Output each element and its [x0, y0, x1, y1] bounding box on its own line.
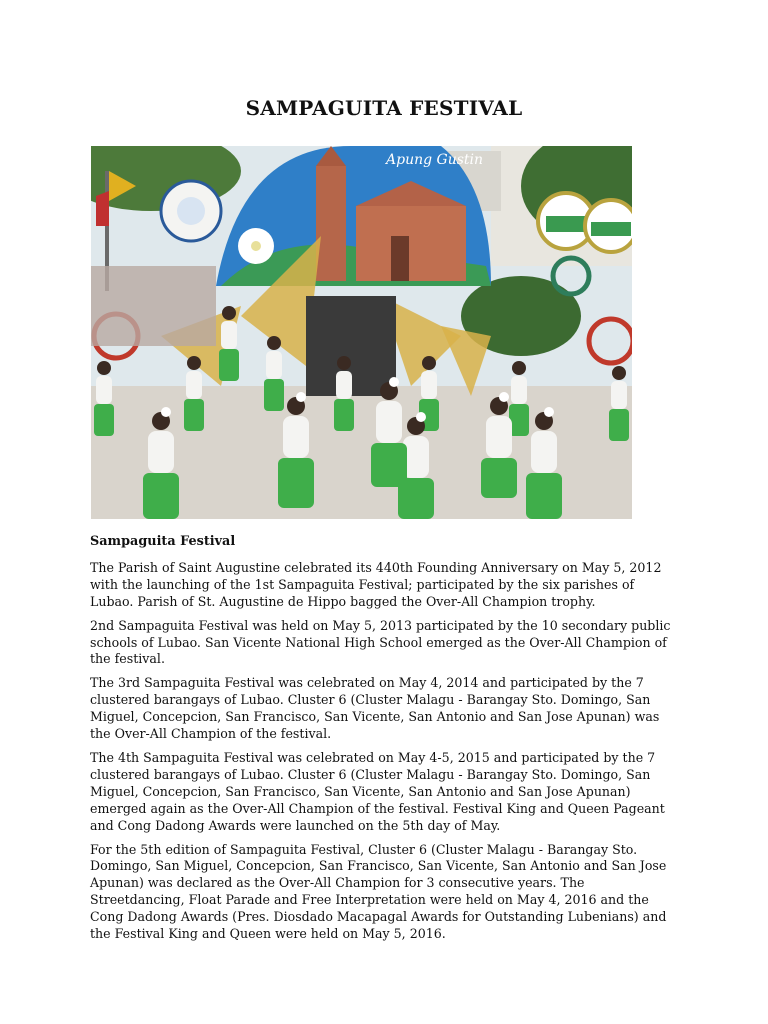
- paragraph-2: 2nd Sampaguita Festival was held on May 5, 2013 participated by the 10 secondary public schools of Lubao. San Vicente National High School emerged as the Over-All Champion of the festival.: [90, 617, 671, 667]
- section-heading: Sampaguita Festival: [90, 534, 236, 549]
- paragraph-5: For the 5th edition of Sampaguita Festival, Cluster 6 (Cluster Malagu - Barangay Sto. Domingo, San Miguel, Concepcion, San Francisco, San Vicente, San Antonio and San Jose Apunan) was declared as the Over-All Champion for 3 consecutive years. The Streetdancing, Float Parade and Free Interpretation were held on May 4, 2016 and the Cong Dadong Awards (Pres. Diosdado Macapagal Awards for Outstanding Lubenians) and the Festival King and Queen were held on May 5, 2016.: [90, 841, 667, 942]
- paragraph-3: The 3rd Sampaguita Festival was celebrated on May 4, 2014 and participated by the 7 clustered barangays of Lubao. Cluster 6 (Cluster Malagu - Barangay Sto. Domingo, San Miguel, Concepcion, San Francisco, San Vicente, San Antonio and San Jose Apunan) was the Over-All Champion of the festival.: [90, 675, 660, 742]
- paragraph-1: The Parish of Saint Augustine celebrated its 440th Founding Anniversary on May 5, 2012 with the launching of the 1st Sampaguita Festival; participated by the six parishes of Lubao. Parish of St. Augustine de Hippo bagged the Over-All Champion trophy.: [90, 559, 662, 609]
- article-body: [90, 534, 680, 950]
- festival-photo-illustration: [91, 146, 632, 519]
- festival-photo: [91, 146, 632, 519]
- paragraph-4: The 4th Sampaguita Festival was celebrated on May 4-5, 2015 and participated by the 7 clustered barangays of Lubao. Cluster 6 (Cluster Malagu - Barangay Sto. Domingo, San Miguel, Concepcion, San Francisco, San Vicente, San Antonio and San Jose Apunan) emerged again as the Over-All Champion of the festival. Festival King and Queen Pageant and Cong Dadong Awards were launched on the 5th day of May.: [90, 749, 665, 833]
- page-title: SAMPAGUITA FESTIVAL: [245, 96, 523, 120]
- banner-text: Apung Gustin: [386, 152, 484, 168]
